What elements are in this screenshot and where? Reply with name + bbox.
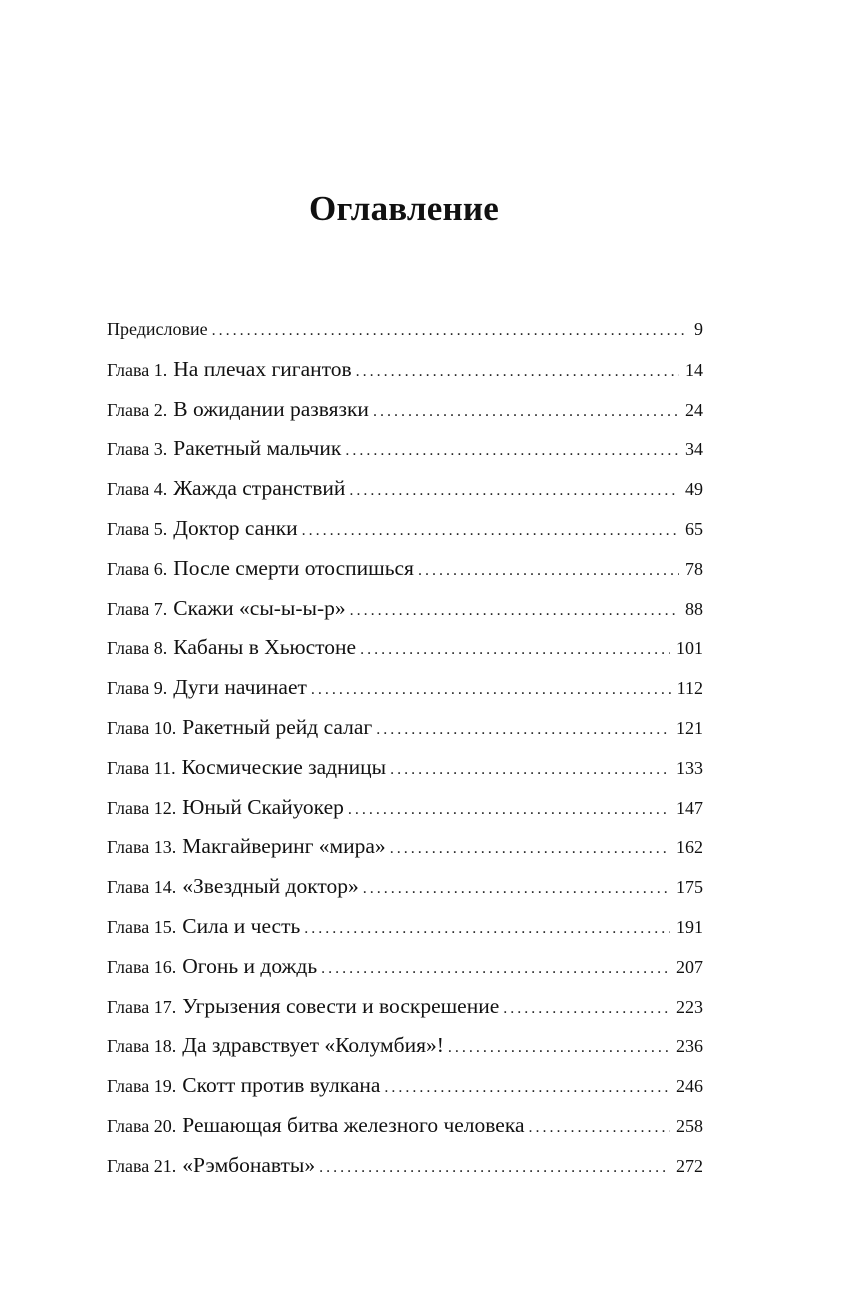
toc-entry-title: Юный Скайуокер	[182, 794, 344, 819]
toc-entry-title: Ракетный рейд салаг	[182, 714, 373, 739]
toc-entry-chapter-number: Глава 18.	[107, 1036, 177, 1057]
toc-dot-leader	[503, 992, 670, 1026]
toc-entry-chapter-number: Глава 16.	[107, 956, 177, 977]
toc-dot-leader	[360, 633, 670, 667]
toc-dot-leader	[376, 713, 670, 747]
toc-entry-page: 147	[676, 797, 703, 818]
toc-dot-leader	[349, 474, 679, 508]
toc-entry-chapter-15[interactable]	[107, 909, 703, 949]
toc-entry-page: 272	[676, 1155, 703, 1176]
toc-entry-page: 223	[676, 996, 703, 1017]
toc-entry-chapter-20[interactable]	[107, 1108, 703, 1148]
toc-entry-page: 236	[676, 1036, 703, 1057]
toc-entry-page: 9	[694, 319, 703, 339]
toc-entry-chapter-number: Глава 20.	[107, 1115, 177, 1136]
toc-entry-chapter-19[interactable]	[107, 1068, 703, 1108]
toc-entry-chapter-number: Глава 15.	[107, 916, 177, 937]
toc-entry-title: Сила и честь	[182, 913, 301, 938]
toc-entry-page: 24	[685, 399, 703, 420]
toc-entry-chapter-3[interactable]	[107, 431, 703, 471]
toc-dot-leader	[390, 753, 670, 787]
toc-entry-page: 34	[685, 439, 703, 460]
toc-entry-chapter-1[interactable]	[107, 352, 703, 392]
page-title: Оглавление	[309, 189, 499, 229]
toc-entry-title: Предисловие	[107, 319, 208, 339]
toc-entry-chapter-number: Глава 2.	[107, 399, 168, 420]
toc-dot-leader	[319, 1151, 670, 1185]
toc-entry-page: 88	[685, 598, 703, 619]
toc-entry-title: Дуги начинает	[173, 675, 307, 700]
toc-entry-page: 191	[676, 916, 703, 937]
toc-dot-leader	[350, 594, 679, 628]
toc-entry-title: Ракетный мальчик	[173, 436, 342, 461]
toc-entry-chapter-16[interactable]	[107, 949, 703, 989]
toc-dot-leader	[304, 912, 670, 946]
toc-dot-leader	[390, 832, 670, 866]
toc-entry-chapter-4[interactable]	[107, 471, 703, 511]
toc-entry-chapter-13[interactable]	[107, 829, 703, 869]
toc-entry-title: Доктор санки	[173, 515, 298, 540]
toc-entry-chapter-number: Глава 11.	[107, 757, 176, 778]
toc-entry-title: Угрызения совести и воскрешение	[182, 993, 500, 1018]
toc-entry-chapter-number: Глава 12.	[107, 797, 177, 818]
toc-entry-title: Огонь и дождь	[182, 953, 318, 978]
toc-entry-chapter-number: Глава 14.	[107, 877, 177, 898]
toc-entry-title: Макгайверинг «мира»	[182, 834, 386, 859]
toc-entry-chapter-number: Глава 1.	[107, 359, 168, 380]
toc-entry-chapter-14[interactable]	[107, 869, 703, 909]
toc-entry-page: 133	[676, 757, 703, 778]
toc-entry-chapter-number: Глава 5.	[107, 518, 168, 539]
toc-entry-chapter-10[interactable]	[107, 710, 703, 750]
toc-entry-title: Космические задницы	[181, 754, 387, 779]
toc-dot-leader	[418, 554, 679, 588]
toc-entry-page: 14	[685, 359, 703, 380]
toc-entry-title: «Рэмбонавты»	[182, 1152, 316, 1177]
toc-entry-chapter-number: Глава 7.	[107, 598, 168, 619]
toc-dot-leader	[348, 793, 670, 827]
toc-entry-title: Скажи «сы-ы-ы-р»	[173, 595, 346, 620]
toc-entry-page: 65	[685, 518, 703, 539]
table-of-contents	[107, 312, 703, 1188]
toc-entry-chapter-18[interactable]	[107, 1028, 703, 1068]
toc-entry-chapter-number: Глава 8.	[107, 638, 168, 659]
toc-dot-leader	[302, 514, 679, 548]
toc-entry-title: После смерти отоспишься	[173, 555, 414, 580]
toc-entry-chapter-11[interactable]	[107, 750, 703, 790]
toc-entry-title: В ожидании развязки	[173, 396, 369, 421]
toc-dot-leader	[356, 355, 679, 389]
toc-entry-chapter-6[interactable]	[107, 551, 703, 591]
toc-entry-page: 246	[676, 1076, 703, 1097]
toc-entry-chapter-number: Глава 9.	[107, 678, 168, 699]
toc-dot-leader	[311, 673, 671, 707]
toc-dot-leader	[321, 952, 670, 986]
toc-entry-preface[interactable]	[107, 312, 703, 352]
toc-entry-chapter-5[interactable]	[107, 511, 703, 551]
toc-entry-title: Кабаны в Хьюстоне	[173, 635, 357, 660]
toc-entry-chapter-17[interactable]	[107, 989, 703, 1029]
toc-entry-chapter-number: Глава 21.	[107, 1155, 177, 1176]
toc-entry-chapter-number: Глава 17.	[107, 996, 177, 1017]
toc-dot-leader	[212, 314, 688, 348]
toc-entry-page: 112	[676, 678, 703, 699]
toc-entry-chapter-number: Глава 6.	[107, 558, 168, 579]
toc-entry-title: На плечах гигантов	[173, 356, 352, 381]
toc-entry-chapter-number: Глава 3.	[107, 439, 168, 460]
toc-entry-chapter-number: Глава 4.	[107, 479, 168, 500]
toc-entry-page: 121	[676, 717, 703, 738]
toc-entry-title: Жажда странствий	[173, 476, 346, 501]
toc-entry-chapter-8[interactable]	[107, 630, 703, 670]
toc-entry-page: 207	[676, 956, 703, 977]
toc-dot-leader	[448, 1031, 670, 1065]
toc-dot-leader	[384, 1071, 670, 1105]
toc-entry-chapter-number: Глава 13.	[107, 837, 177, 858]
toc-entry-page: 49	[685, 479, 703, 500]
toc-entry-page: 162	[676, 837, 703, 858]
toc-entry-title: «Звездный доктор»	[182, 874, 359, 899]
toc-dot-leader	[345, 434, 679, 468]
toc-entry-chapter-number: Глава 10.	[107, 717, 177, 738]
toc-dot-leader	[529, 1111, 670, 1145]
toc-entry-page: 175	[676, 877, 703, 898]
toc-entry-title: Решающая битва железного человека	[182, 1112, 525, 1137]
toc-dot-leader	[373, 395, 679, 429]
toc-entry-chapter-number: Глава 19.	[107, 1076, 177, 1097]
toc-entry-page: 258	[676, 1115, 703, 1136]
toc-entry-chapter-9[interactable]	[107, 670, 703, 710]
toc-entry-title: Да здравствует «Колумбия»!	[182, 1033, 444, 1058]
toc-entry-chapter-2[interactable]	[107, 392, 703, 432]
toc-entry-page: 101	[676, 638, 703, 659]
toc-entry-chapter-21[interactable]	[107, 1148, 703, 1188]
toc-entry-chapter-7[interactable]	[107, 591, 703, 631]
toc-entry-title: Скотт против вулкана	[182, 1073, 381, 1098]
toc-entry-page: 78	[685, 558, 703, 579]
toc-dot-leader	[363, 872, 670, 906]
toc-entry-chapter-12[interactable]	[107, 790, 703, 830]
